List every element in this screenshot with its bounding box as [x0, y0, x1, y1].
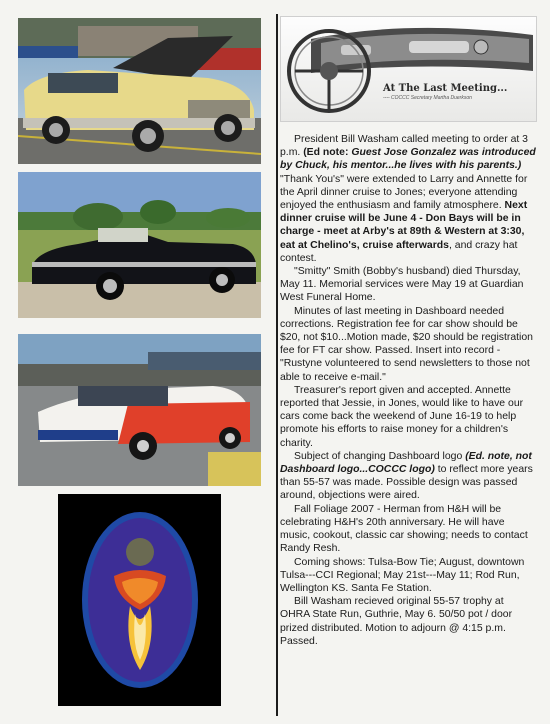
article-paragraph	[280, 595, 536, 648]
meeting-minutes-article	[280, 133, 536, 648]
text-run: Bill Washam recieved original 55-57 trophy at OHRA State Run, Guthrie, May 6. 50/50 pot / door prized distributed. Motion to adjourn @ 4:15 p.m. Passed.	[280, 596, 513, 647]
text-run: Subject of changing Dashboard logo	[294, 450, 466, 462]
photo-club-logo	[58, 494, 221, 706]
text-run: "Smitty" Smith (Bobby's husband) died Thursday, May 11. Memorial services were May 19 at Guardian West Funeral Home.	[280, 266, 524, 304]
text-run: Minutes of last meeting in Dashboard needed corrections. Registration fee for car show should be $20, not $10...Motion made, $20 should be registration fee for FT car show. Passed. Insert into record - "Rustyne volunteered to send newsletters to those not able to receive e-mail."	[280, 305, 533, 383]
article-paragraph	[280, 503, 536, 556]
text-run: "Thank You's" were extended to Larry and Annette for the April dinner cruise to Jones; everyone attending enjoyed the enthusiasm and family atmosphere.	[280, 173, 528, 212]
text-run: Treasurer's report given and accepted. Annette reported that Jessie, in Jones, would like to have our cars come back the weekend of June 16-19 to help promote his efforts to raise money for a children's charity.	[280, 384, 524, 449]
article-paragraph	[280, 384, 536, 450]
article-paragraph	[280, 133, 536, 265]
photo-yellow-convertible	[18, 18, 261, 164]
text-run: President Bill Washam called meeting to order at 3 p.m.	[280, 134, 528, 159]
photo-two-tone-classic	[18, 334, 261, 486]
text-run: Guest Jose Gonzalez was introduced by Chuck, his mentor...he lives with his parents.)	[280, 147, 536, 172]
header-subtitle: ---- COCCC Secretary Martha Duerkson	[383, 95, 472, 101]
article-paragraph	[280, 265, 536, 305]
text-run: Next dinner cruise will be June 4 - Don Bays will be in charge - meet at Arby's at 89th & Western at 3:30, eat at Chelino's, cruise afterwards	[280, 200, 528, 251]
text-run: Fall Foliage 2007 - Herman from H&H will be celebrating H&H's 20th anniversary. He will have music, cookout, classic car showing; needs to contact Randy Resh.	[280, 503, 528, 555]
header-caption	[383, 83, 533, 101]
text-run: to reflect more years than 55-57 was made. Possible design was passed around, objections were aired.	[280, 464, 533, 502]
text-run: (Ed note:	[303, 147, 352, 159]
article-paragraph	[280, 305, 536, 384]
text-run: (Ed. note, not Dashboard logo...COCCC logo)	[280, 450, 532, 476]
article-paragraph	[280, 556, 536, 596]
text-run: , and crazy hat contest.	[280, 239, 518, 264]
article-paragraph	[280, 450, 536, 503]
photo-black-convertible	[18, 172, 261, 318]
header-dashboard-image	[280, 16, 537, 122]
column-divider	[276, 14, 278, 716]
header-title: At The Last Meeting...	[383, 83, 508, 94]
text-run: Coming shows: Tulsa-Bow Tie; August, downtown Tulsa---CCI Regional; May 21st---May 11; Rod Run, Wellington KS. Santa Fe Station.	[280, 556, 525, 594]
